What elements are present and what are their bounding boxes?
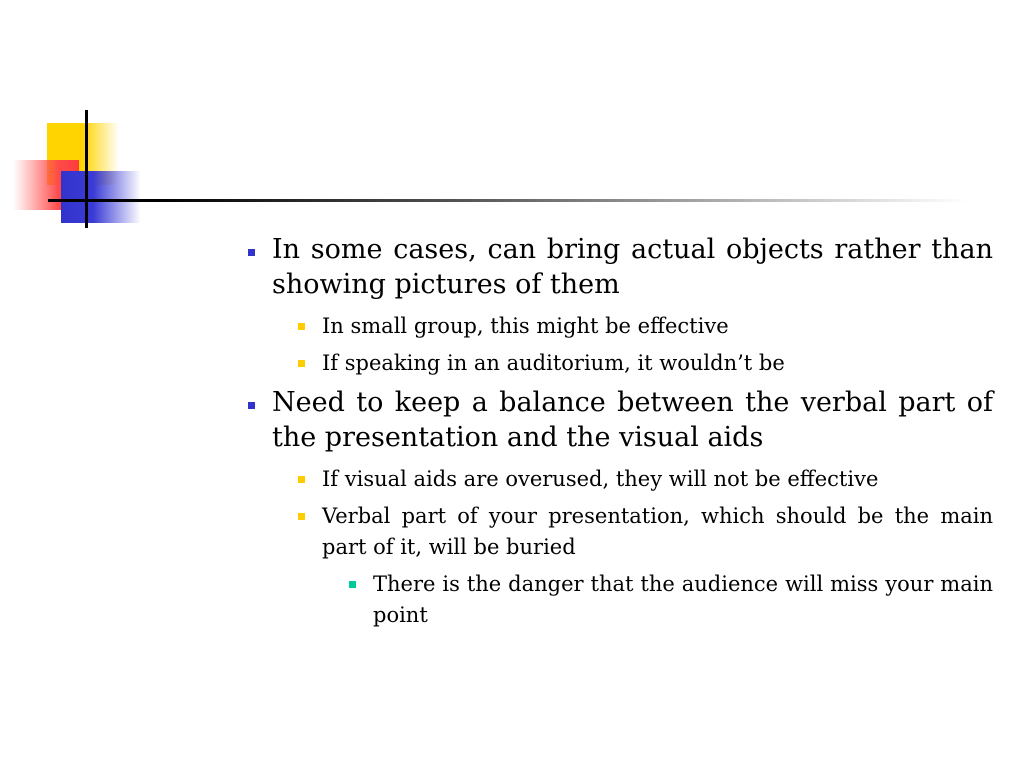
title-divider-line bbox=[48, 199, 968, 202]
bullet-text: If speaking in an auditorium, it wouldn’t be bbox=[322, 351, 785, 375]
square-bullet-icon bbox=[298, 513, 305, 520]
bullet-text: Need to keep a balance between the verbal part of the presentation and the visual aids bbox=[272, 387, 993, 453]
bullet-item-level2 bbox=[245, 464, 993, 495]
bullet-list bbox=[245, 232, 993, 637]
bullet-item-level1 bbox=[245, 232, 993, 302]
square-bullet-icon bbox=[248, 402, 255, 409]
bullet-item-level1 bbox=[245, 385, 993, 455]
square-bullet-icon bbox=[298, 323, 305, 330]
bullet-text: In small group, this might be effective bbox=[322, 314, 729, 338]
bullet-text: There is the danger that the audience will miss your main point bbox=[373, 572, 993, 627]
square-bullet-icon bbox=[248, 249, 255, 256]
bullet-item-level2 bbox=[245, 348, 993, 379]
square-bullet-icon bbox=[298, 476, 305, 483]
decorative-blue-square bbox=[61, 171, 141, 223]
square-bullet-icon bbox=[349, 581, 356, 588]
bullet-item-level2 bbox=[245, 501, 993, 563]
bullet-text: If visual aids are overused, they will not be effective bbox=[322, 467, 879, 491]
bullet-text: In some cases, can bring actual objects rather than showing pictures of them bbox=[272, 234, 993, 300]
square-bullet-icon bbox=[298, 360, 305, 367]
decorative-vertical-line bbox=[85, 110, 88, 228]
bullet-text: Verbal part of your presentation, which should be the main part of it, will be buried bbox=[322, 504, 993, 559]
bullet-item-level2 bbox=[245, 311, 993, 342]
bullet-item-level3 bbox=[245, 569, 993, 631]
